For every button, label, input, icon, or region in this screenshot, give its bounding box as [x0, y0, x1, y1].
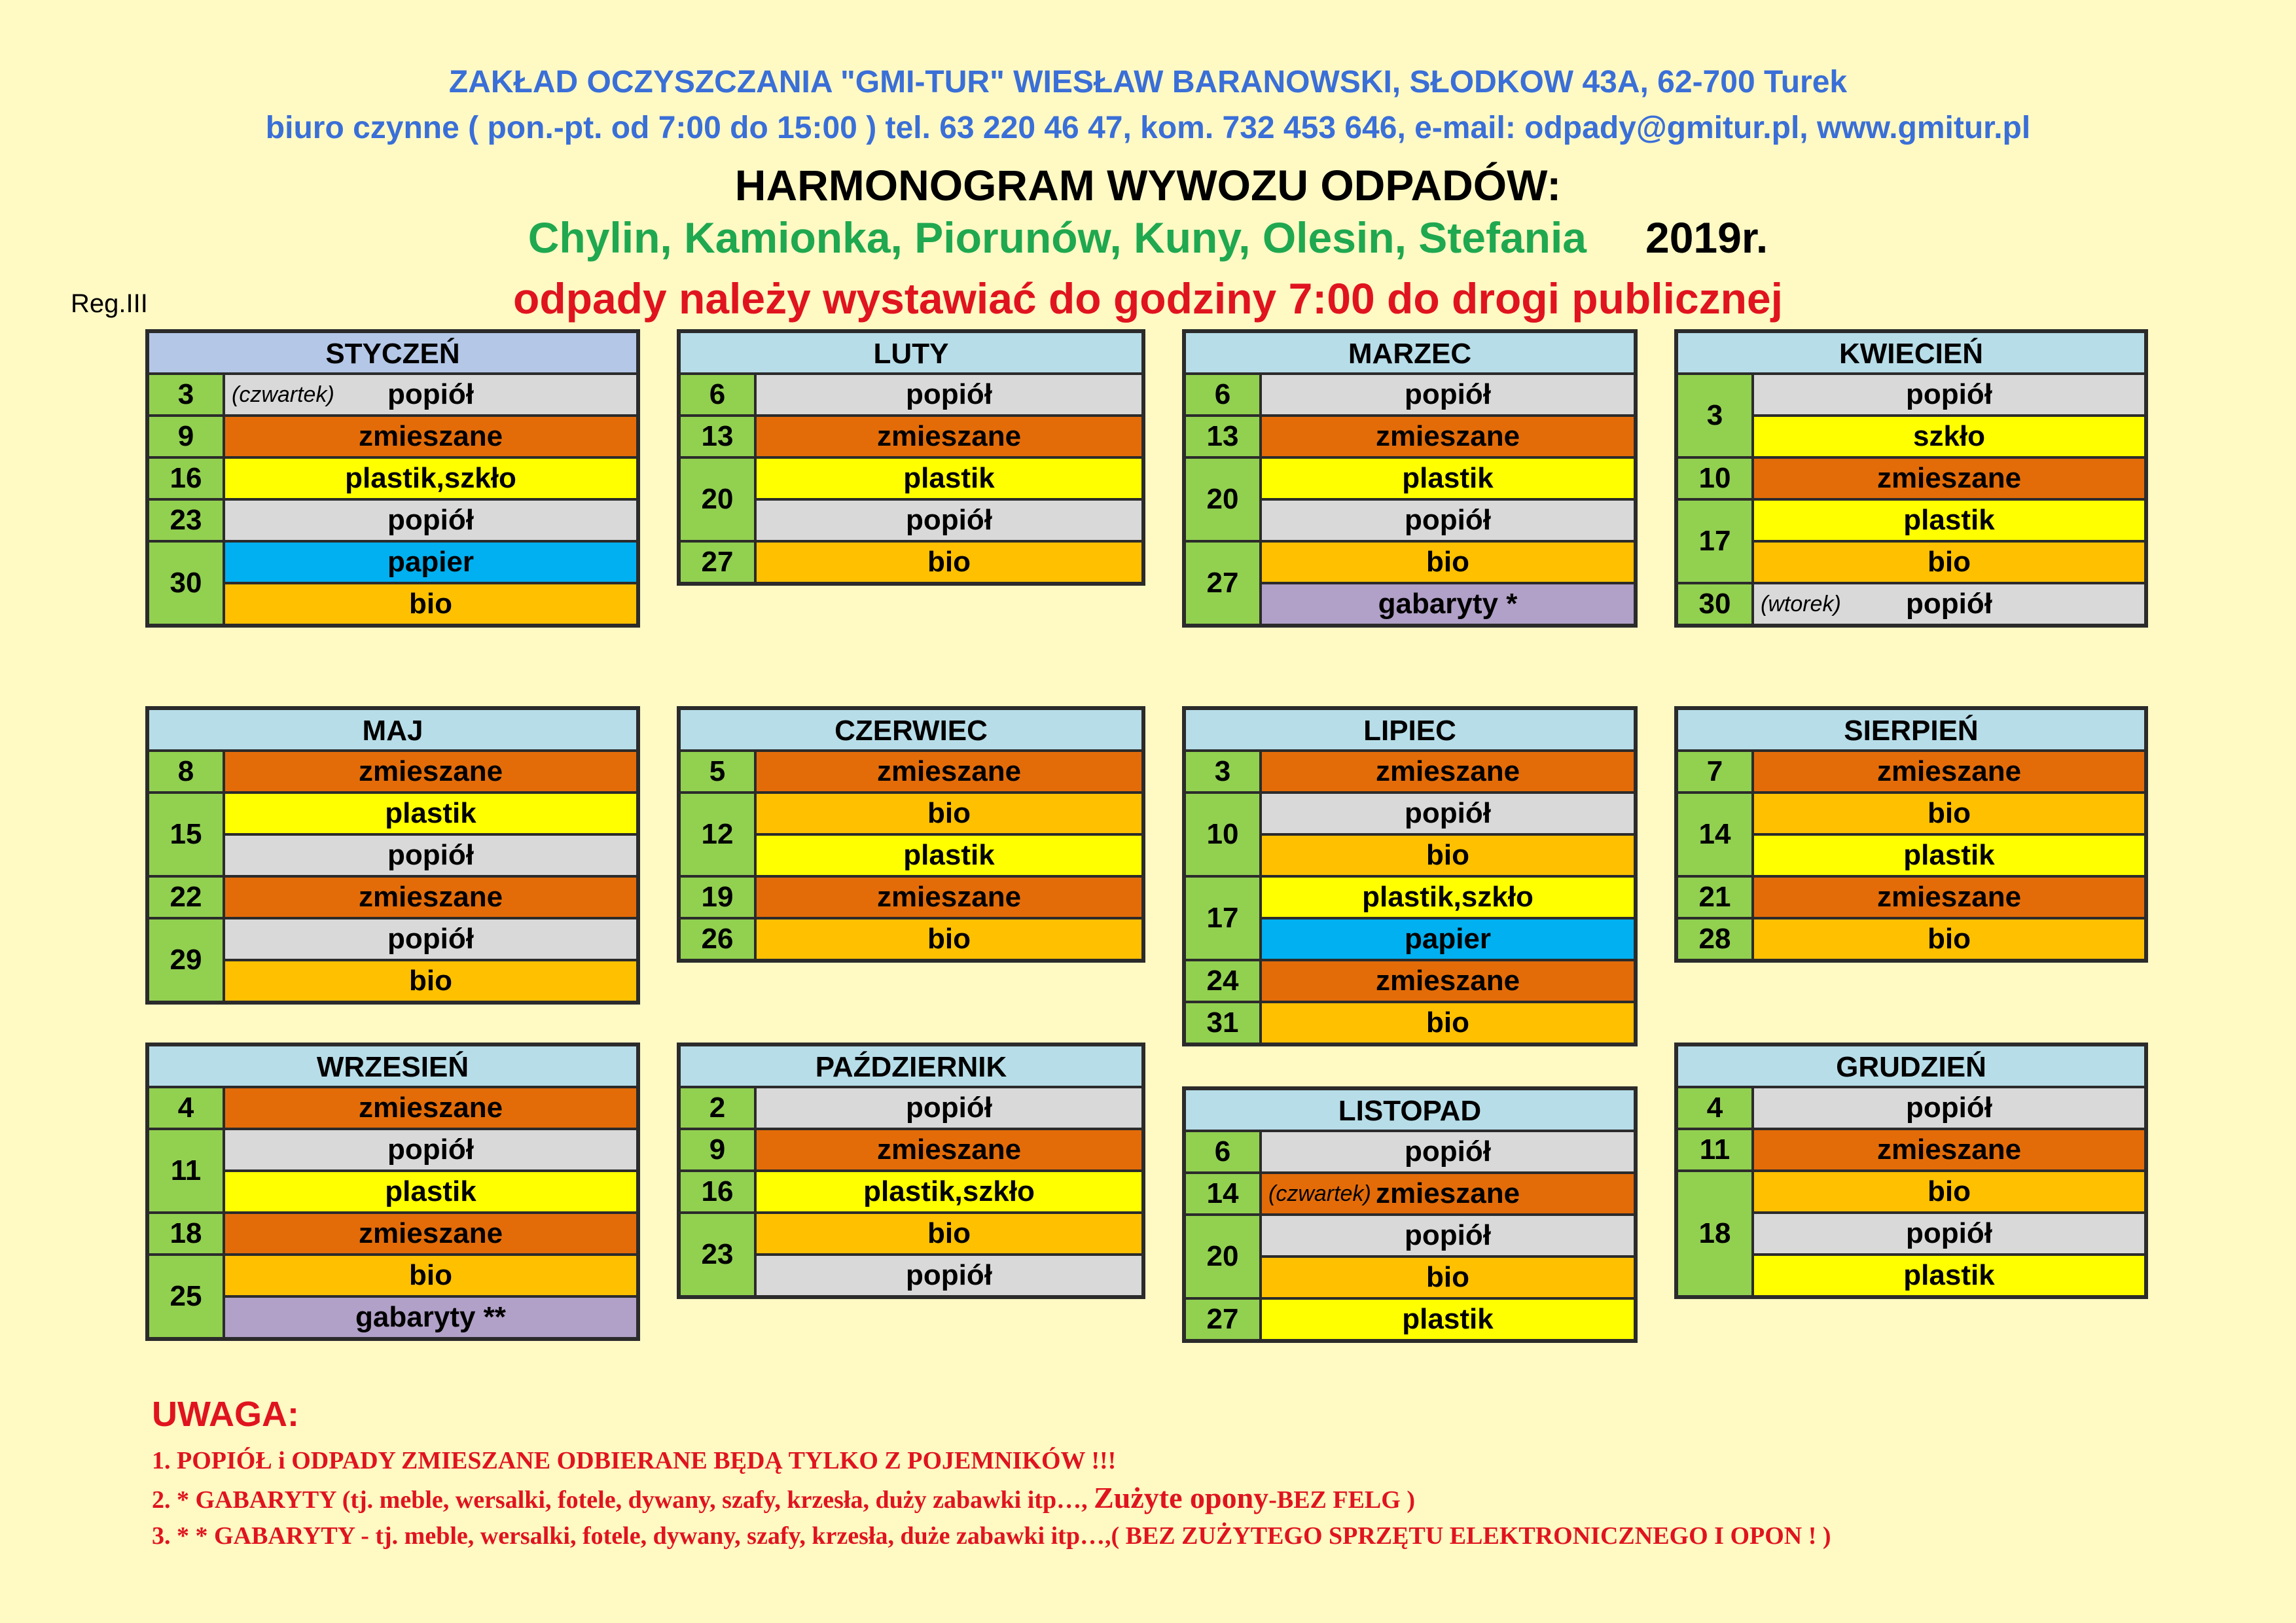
day-number: 20 — [1186, 1216, 1262, 1297]
waste-item-bio — [1754, 543, 2144, 582]
waste-label: popiół — [906, 1092, 992, 1124]
waste-label: popiół — [1906, 1092, 1992, 1124]
waste-item-bio — [757, 1214, 1141, 1256]
date-group — [681, 1130, 1141, 1172]
date-group — [149, 501, 636, 543]
date-group — [149, 1130, 636, 1214]
month-5 — [677, 706, 1145, 963]
waste-label: gabaryty * — [1378, 588, 1518, 620]
date-group — [149, 794, 636, 878]
date-group — [149, 459, 636, 501]
month-6 — [1182, 706, 1638, 1046]
date-group — [1186, 752, 1634, 794]
waste-label: plastik — [1402, 1303, 1494, 1335]
month-4 — [145, 706, 640, 1005]
day-number: 25 — [149, 1256, 225, 1337]
date-group — [149, 417, 636, 459]
date-group — [149, 919, 636, 1001]
month-title: CZERWIEC — [681, 710, 1141, 752]
waste-item-plastik — [225, 794, 636, 836]
waste-label: bio — [409, 1259, 452, 1291]
date-group — [1186, 794, 1634, 878]
waste-item-plastik — [1754, 836, 2144, 875]
day-number: 8 — [149, 752, 225, 791]
day-number: 27 — [681, 543, 757, 582]
uwaga-line-1: 1. POPIÓŁ i ODPADY ZMIESZANE ODBIERANE BĘDĄ TYLKO Z POJEMNIKÓW !!! — [152, 1447, 1117, 1474]
waste-label: plastik,szkło — [1362, 881, 1534, 913]
waste-item-zmieszane — [1262, 961, 1634, 1001]
waste-label: plastik — [903, 462, 995, 494]
month-11 — [1674, 1043, 2148, 1299]
waste-label: popiół — [1405, 797, 1491, 829]
places-list: Chylin, Kamionka, Piorunów, Kuny, Olesin, Stefania — [528, 213, 1587, 262]
waste-item-plastik — [1262, 1300, 1634, 1339]
month-title: LISTOPAD — [1186, 1090, 1634, 1132]
date-group — [1678, 1130, 2144, 1172]
month-9 — [677, 1043, 1145, 1299]
day-number: 28 — [1678, 919, 1754, 959]
month-1 — [677, 329, 1145, 586]
date-group — [681, 1172, 1141, 1214]
date-group — [1186, 1300, 1634, 1339]
day-number: 12 — [681, 794, 757, 875]
waste-item-popiol — [225, 919, 636, 961]
waste-label: bio — [1426, 546, 1469, 578]
waste-item-bio — [1262, 1003, 1634, 1043]
waste-item-bio — [757, 543, 1141, 582]
date-group — [681, 1214, 1141, 1295]
waste-item-zmieszane — [1262, 1174, 1634, 1213]
waste-label: szkło — [1912, 420, 1986, 452]
day-number: 21 — [1678, 878, 1754, 917]
day-number: 3 — [149, 375, 225, 414]
waste-item-popiol — [225, 836, 636, 875]
date-group — [149, 1256, 636, 1337]
waste-label: bio — [409, 965, 452, 997]
waste-label: zmieszane — [358, 1092, 503, 1124]
date-group — [1186, 543, 1634, 624]
day-number: 23 — [681, 1214, 757, 1295]
date-group — [1678, 919, 2144, 959]
uwaga-line-2-b: Zużyte opony — [1094, 1481, 1269, 1514]
waste-label: bio — [927, 923, 971, 955]
waste-label: papier — [1404, 923, 1492, 955]
waste-item-bio — [1262, 1258, 1634, 1297]
waste-item-papier — [1262, 919, 1634, 959]
day-number: 31 — [1186, 1003, 1262, 1043]
date-group — [1678, 459, 2144, 501]
day-number: 10 — [1186, 794, 1262, 875]
waste-item-zmieszane — [757, 752, 1141, 791]
day-number: 30 — [1678, 584, 1754, 624]
waste-item-plastik — [1754, 417, 2144, 456]
day-number: 20 — [681, 459, 757, 540]
day-number: 13 — [1186, 417, 1262, 456]
uwaga-line-2-c: -BEZ FELG ) — [1268, 1486, 1415, 1514]
waste-label: zmieszane — [876, 420, 1022, 452]
day-number: 14 — [1678, 794, 1754, 875]
waste-item-popiol — [225, 1130, 636, 1172]
waste-item-bio — [1754, 1172, 2144, 1214]
waste-label: zmieszane — [1876, 1133, 2022, 1166]
day-number: 6 — [1186, 1132, 1262, 1171]
date-group — [1678, 794, 2144, 878]
waste-item-plastik — [1754, 1256, 2144, 1295]
waste-label: zmieszane — [1375, 1177, 1520, 1209]
date-group — [1678, 584, 2144, 624]
waste-label: bio — [409, 588, 452, 620]
month-title: GRUDZIEŃ — [1678, 1046, 2144, 1088]
date-group — [1186, 375, 1634, 417]
waste-item-bio — [1262, 836, 1634, 875]
office-hours-line: biuro czynne ( pon.-pt. od 7:00 do 15:00 ) tel. 63 220 46 47, kom. 732 453 646, e-mail: odpady@gmitur.pl, www.gmitur.pl — [265, 111, 2031, 145]
day-number: 13 — [681, 417, 757, 456]
date-group — [1678, 375, 2144, 459]
waste-label: zmieszane — [358, 1217, 503, 1249]
date-group — [681, 1088, 1141, 1130]
month-2 — [1182, 329, 1638, 628]
weekday-note: (czwartek) — [1268, 1181, 1371, 1206]
date-group — [1186, 1216, 1634, 1300]
waste-label: plastik — [1903, 504, 1995, 536]
date-group — [681, 919, 1141, 959]
date-group — [1186, 1132, 1634, 1174]
date-group — [1678, 752, 2144, 794]
waste-label: plastik — [385, 1175, 476, 1207]
day-number: 9 — [681, 1130, 757, 1169]
waste-label: zmieszane — [1375, 420, 1520, 452]
waste-item-popiol — [757, 501, 1141, 540]
day-number: 27 — [1186, 1300, 1262, 1339]
waste-item-zmieszane — [1754, 459, 2144, 498]
month-title: SIERPIEŃ — [1678, 710, 2144, 752]
month-title: MARZEC — [1186, 333, 1634, 375]
waste-label: popiół — [1405, 378, 1491, 410]
waste-label: bio — [927, 797, 971, 829]
waste-item-bio — [225, 1256, 636, 1298]
waste-label: popiół — [906, 1259, 992, 1291]
day-number: 5 — [681, 752, 757, 791]
month-title: MAJ — [149, 710, 636, 752]
waste-item-zmieszane — [225, 1214, 636, 1253]
day-number: 3 — [1186, 752, 1262, 791]
waste-label: popiół — [1405, 1135, 1491, 1168]
waste-label: popiół — [906, 504, 992, 536]
waste-item-bio — [225, 961, 636, 1001]
waste-label: plastik — [1402, 462, 1494, 494]
day-number: 30 — [149, 543, 225, 624]
month-8 — [145, 1043, 640, 1341]
waste-label: zmieszane — [1375, 755, 1520, 787]
waste-label: bio — [927, 546, 971, 578]
waste-label: zmieszane — [358, 755, 503, 787]
day-number: 19 — [681, 878, 757, 917]
waste-item-zmieszane — [225, 417, 636, 456]
waste-label: popiół — [1906, 588, 1992, 620]
day-number: 14 — [1186, 1174, 1262, 1213]
waste-label: popiół — [387, 504, 474, 536]
date-group — [1186, 417, 1634, 459]
waste-item-zmieszane — [1262, 752, 1634, 791]
waste-label: bio — [927, 1217, 971, 1249]
waste-item-popiol — [1262, 1132, 1634, 1171]
waste-item-popiol — [757, 1256, 1141, 1295]
waste-label: papier — [387, 546, 475, 578]
waste-item-bio — [757, 794, 1141, 836]
waste-label: bio — [1426, 839, 1469, 871]
waste-item-bio — [757, 919, 1141, 959]
date-group — [1678, 501, 2144, 584]
weekday-note: (wtorek) — [1761, 592, 1841, 616]
month-title: WRZESIEŃ — [149, 1046, 636, 1088]
waste-item-popiol — [1262, 375, 1634, 414]
waste-label: popiół — [387, 839, 474, 871]
day-number: 11 — [149, 1130, 225, 1211]
date-group — [681, 417, 1141, 459]
waste-label: popiół — [1405, 504, 1491, 536]
waste-label: popiół — [1906, 378, 1992, 410]
waste-item-gabaryty — [1262, 584, 1634, 624]
day-number: 26 — [681, 919, 757, 959]
company-line: ZAKŁAD OCZYSZCZANIA "GMI-TUR" WIESŁAW BARANOWSKI, SŁODKOW 43A, 62-700 Turek — [448, 65, 1848, 99]
date-group — [149, 878, 636, 919]
waste-item-popiol — [225, 375, 636, 414]
waste-label: zmieszane — [876, 755, 1022, 787]
uwaga-line-2 — [152, 1480, 1415, 1515]
waste-item-bio — [1754, 919, 2144, 959]
day-number: 6 — [1186, 375, 1262, 414]
waste-label: bio — [1426, 1007, 1469, 1039]
day-number: 23 — [149, 501, 225, 540]
waste-label: popiół — [1405, 1219, 1491, 1251]
waste-label: zmieszane — [358, 881, 503, 913]
date-group — [149, 543, 636, 624]
waste-label: bio — [1928, 1175, 1971, 1207]
uwaga-title: UWAGA: — [152, 1395, 299, 1434]
waste-label: bio — [1426, 1261, 1469, 1293]
waste-item-zmieszane — [225, 878, 636, 917]
waste-item-zmieszane — [225, 752, 636, 791]
waste-item-plastik — [1262, 878, 1634, 919]
day-number: 18 — [1678, 1172, 1754, 1295]
waste-item-popiol — [757, 1088, 1141, 1128]
waste-label: zmieszane — [1375, 965, 1520, 997]
waste-label: plastik,szkło — [863, 1175, 1035, 1207]
waste-label: zmieszane — [1876, 462, 2022, 494]
month-title: LIPIEC — [1186, 710, 1634, 752]
waste-item-popiol — [1754, 1214, 2144, 1256]
waste-item-popiol — [757, 375, 1141, 414]
day-number: 10 — [1678, 459, 1754, 498]
waste-label: plastik,szkło — [345, 462, 516, 494]
date-group — [681, 878, 1141, 919]
waste-label: plastik — [903, 839, 995, 871]
day-number: 20 — [1186, 459, 1262, 540]
uwaga-line-2-a: 2. * GABARYTY (tj. meble, wersalki, fotele, dywany, szafy, krzesła, duży zabawki itp…, — [152, 1486, 1094, 1514]
day-number: 17 — [1678, 501, 1754, 582]
day-number: 4 — [149, 1088, 225, 1128]
waste-label: popiół — [906, 378, 992, 410]
day-number: 17 — [1186, 878, 1262, 959]
waste-item-popiol — [1262, 1216, 1634, 1258]
date-group — [681, 752, 1141, 794]
places-line — [0, 213, 2296, 262]
date-group — [1678, 878, 2144, 919]
date-group — [1186, 1003, 1634, 1043]
waste-label: bio — [1928, 546, 1971, 578]
day-number: 22 — [149, 878, 225, 917]
waste-item-zmieszane — [757, 1130, 1141, 1169]
day-number: 18 — [149, 1214, 225, 1253]
waste-item-zmieszane — [1754, 1130, 2144, 1169]
waste-item-plastik — [757, 1172, 1141, 1211]
waste-label: zmieszane — [1876, 881, 2022, 913]
year-label: 2019r. — [1645, 213, 1768, 262]
schedule-title: HARMONOGRAM WYWOZU ODPADÓW: — [734, 161, 1562, 209]
day-number: 3 — [1678, 375, 1754, 456]
month-title: LUTY — [681, 333, 1141, 375]
waste-item-bio — [1262, 543, 1634, 584]
date-group — [681, 375, 1141, 417]
waste-label: popiół — [387, 378, 474, 410]
waste-item-plastik — [757, 459, 1141, 501]
waste-item-zmieszane — [1262, 417, 1634, 456]
waste-item-zmieszane — [225, 1088, 636, 1128]
waste-label: zmieszane — [876, 1133, 1022, 1166]
day-number: 2 — [681, 1088, 757, 1128]
waste-item-popiol — [1754, 375, 2144, 417]
month-title: KWIECIEŃ — [1678, 333, 2144, 375]
date-group — [149, 1088, 636, 1130]
waste-item-plastik — [757, 836, 1141, 875]
waste-label: zmieszane — [1876, 755, 2022, 787]
waste-label: bio — [1928, 923, 1971, 955]
waste-label: popiół — [387, 923, 474, 955]
notice-line: odpady należy wystawiać do godziny 7:00 do drogi publicznej — [513, 274, 1783, 323]
waste-item-popiol — [1754, 1088, 2144, 1128]
date-group — [149, 1214, 636, 1256]
date-group — [149, 375, 636, 417]
month-3 — [1674, 329, 2148, 628]
waste-item-zmieszane — [757, 878, 1141, 917]
month-title: STYCZEŃ — [149, 333, 636, 375]
month-7 — [1674, 706, 2148, 963]
waste-item-gabaryty — [225, 1298, 636, 1337]
waste-label: zmieszane — [876, 881, 1022, 913]
day-number: 15 — [149, 794, 225, 875]
waste-item-plastik — [1754, 501, 2144, 543]
weekday-note: (czwartek) — [232, 382, 334, 407]
date-group — [681, 794, 1141, 878]
date-group — [681, 543, 1141, 582]
month-0 — [145, 329, 640, 628]
day-number: 6 — [681, 375, 757, 414]
day-number: 7 — [1678, 752, 1754, 791]
waste-item-plastik — [1262, 459, 1634, 501]
waste-label: popiół — [387, 1133, 474, 1166]
waste-item-bio — [225, 584, 636, 624]
waste-item-bio — [1754, 794, 2144, 836]
waste-label: plastik — [1903, 839, 1995, 871]
date-group — [1678, 1172, 2144, 1295]
waste-item-zmieszane — [1754, 878, 2144, 917]
month-title: PAŹDZIERNIK — [681, 1046, 1141, 1088]
waste-label: popiół — [1906, 1217, 1992, 1249]
day-number: 4 — [1678, 1088, 1754, 1128]
waste-item-plastik — [225, 1172, 636, 1211]
day-number: 24 — [1186, 961, 1262, 1001]
date-group — [681, 459, 1141, 543]
day-number: 16 — [681, 1172, 757, 1211]
date-group — [149, 752, 636, 794]
date-group — [1186, 459, 1634, 543]
waste-item-popiol — [225, 501, 636, 540]
day-number: 16 — [149, 459, 225, 498]
waste-item-popiol — [1262, 501, 1634, 540]
date-group — [1186, 878, 1634, 961]
waste-item-zmieszane — [757, 417, 1141, 456]
day-number: 9 — [149, 417, 225, 456]
date-group — [1186, 961, 1634, 1003]
waste-label: bio — [1928, 797, 1971, 829]
waste-label: plastik — [1903, 1259, 1995, 1291]
waste-label: gabaryty ** — [355, 1301, 506, 1333]
day-number: 11 — [1678, 1130, 1754, 1169]
waste-item-popiol — [1262, 794, 1634, 836]
date-group — [1186, 1174, 1634, 1216]
day-number: 27 — [1186, 543, 1262, 624]
waste-item-papier — [225, 543, 636, 584]
waste-label: zmieszane — [358, 420, 503, 452]
date-group — [1678, 1088, 2144, 1130]
waste-label: plastik — [385, 797, 476, 829]
region-label: Reg.III — [71, 289, 148, 318]
month-10 — [1182, 1086, 1638, 1343]
waste-item-zmieszane — [1754, 752, 2144, 791]
day-number: 29 — [149, 919, 225, 1001]
waste-item-plastik — [225, 459, 636, 498]
waste-item-popiol — [1754, 584, 2144, 624]
uwaga-line-3: 3. * * GABARYTY - tj. meble, wersalki, fotele, dywany, szafy, krzesła, duże zabawki itp…,( BEZ ZUŻYTEGO SPRZĘTU ELEKTRONICZNEGO I OPON ! ) — [152, 1522, 1831, 1550]
